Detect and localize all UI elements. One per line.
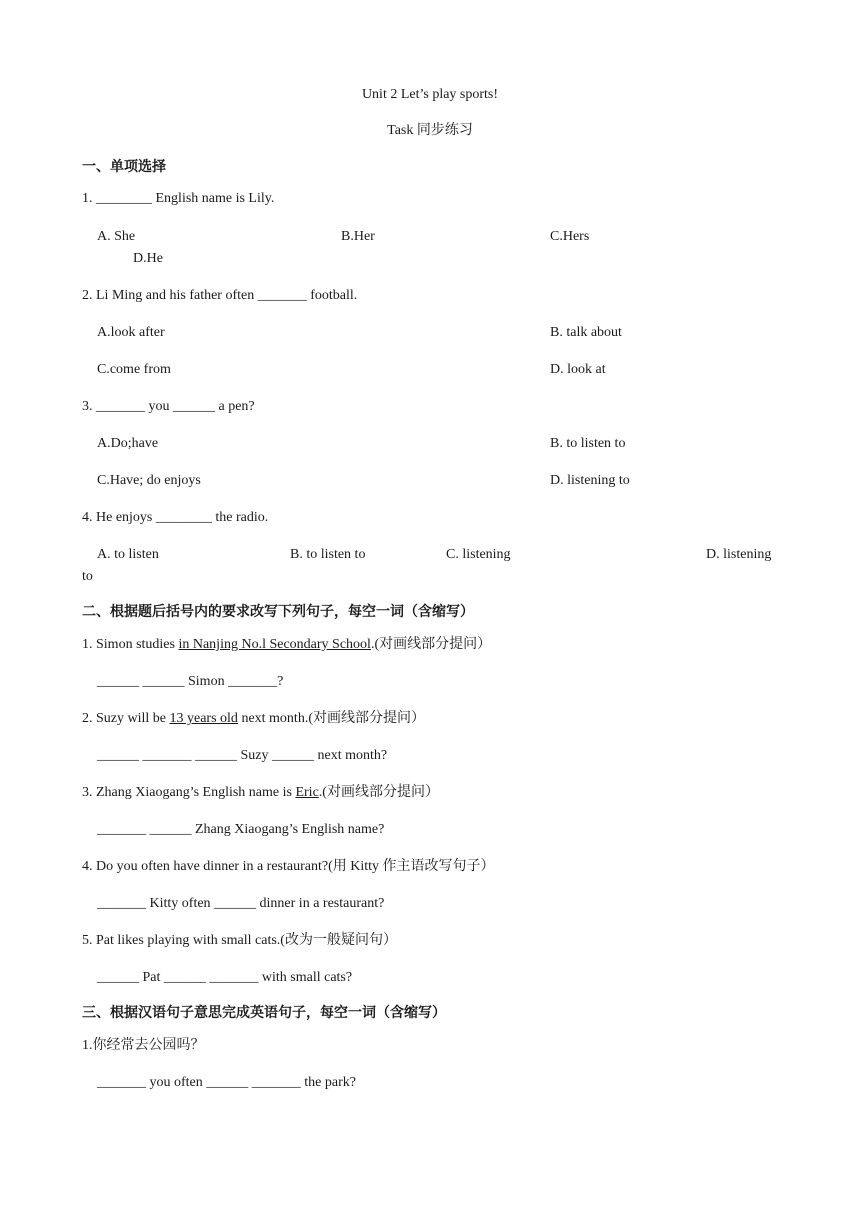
s2-q3-text: 3. Zhang Xiaogang’s English name is Eric.(对画线部分提问）	[82, 785, 439, 800]
q1-option-d: D.He	[133, 251, 163, 266]
q2-option-b: B. talk about	[550, 325, 622, 340]
q2-option-d: D. look at	[550, 362, 606, 377]
s3-q1-text: 1.你经常去公园吗？	[82, 1038, 205, 1053]
q3-stem: 3. _______ you ______ a pen?	[82, 399, 255, 414]
s2-q2-underlined: 13 years old	[169, 711, 238, 726]
s2-q5-text: 5. Pat likes playing with small cats.(改为一般疑问句）	[82, 933, 397, 948]
s2-q4-text: 4. Do you often have dinner in a restaurant?(用 Kitty 作主语改写句子）	[82, 859, 495, 874]
s2-q1-underlined: in Nanjing No.l Secondary School	[178, 637, 371, 652]
s3-q1-answer: _______ you often ______ _______ the park?	[97, 1075, 356, 1090]
q3-option-b: B. to listen to	[550, 436, 626, 451]
q4-option-d: D. listening	[706, 547, 772, 562]
section-1-heading: 一、单项选择	[82, 159, 166, 175]
q2-option-a: A.look after	[97, 325, 165, 340]
section-3-heading: 三、根据汉语句子意思完成英语句子，每空一词（含缩写）	[82, 1005, 446, 1021]
page-subtitle: Task 同步练习	[387, 123, 473, 138]
s2-q2-answer: ______ _______ ______ Suzy ______ next month?	[97, 748, 388, 763]
s2-q3-underlined: Eric	[295, 785, 319, 800]
s2-q1-text: 1. Simon studies in Nanjing No.l Secondary School.(对画线部分提问）	[82, 637, 492, 652]
s2-q4-answer: _______ Kitty often ______ dinner in a restaurant?	[97, 896, 385, 911]
q4-option-c: C. listening	[446, 547, 511, 562]
q4-option-d-wrap: to	[82, 569, 93, 584]
q2-stem: 2. Li Ming and his father often _______ football.	[82, 288, 358, 303]
s2-q5-answer: ______ Pat ______ _______ with small cats?	[97, 970, 353, 985]
q1-option-b: B.Her	[341, 229, 375, 244]
q3-option-d: D. listening to	[550, 473, 630, 488]
q4-option-b: B. to listen to	[290, 547, 366, 562]
section-2-heading: 二、根据题后括号内的要求改写下列句子，每空一词（含缩写）	[82, 604, 474, 620]
page-title: Unit 2 Let’s play sports!	[361, 87, 499, 102]
q2-option-c: C.come from	[97, 362, 171, 377]
q3-option-c: C.Have; do enjoys	[97, 473, 201, 488]
q1-stem: 1. ________ English name is Lily.	[82, 191, 275, 206]
q1-option-c: C.Hers	[550, 229, 590, 244]
q1-option-a: A. She	[97, 229, 136, 244]
q4-stem: 4. He enjoys ________ the radio.	[82, 510, 269, 525]
q3-option-a: A.Do;have	[97, 436, 159, 451]
s2-q2-text: 2. Suzy will be 13 years old next month.(对画线部分提问）	[82, 711, 425, 726]
q4-option-a: A. to listen	[97, 547, 159, 562]
s2-q1-answer: ______ ______ Simon _______?	[97, 674, 284, 689]
s2-q3-answer: _______ ______ Zhang Xiaogang’s English name?	[97, 822, 385, 837]
